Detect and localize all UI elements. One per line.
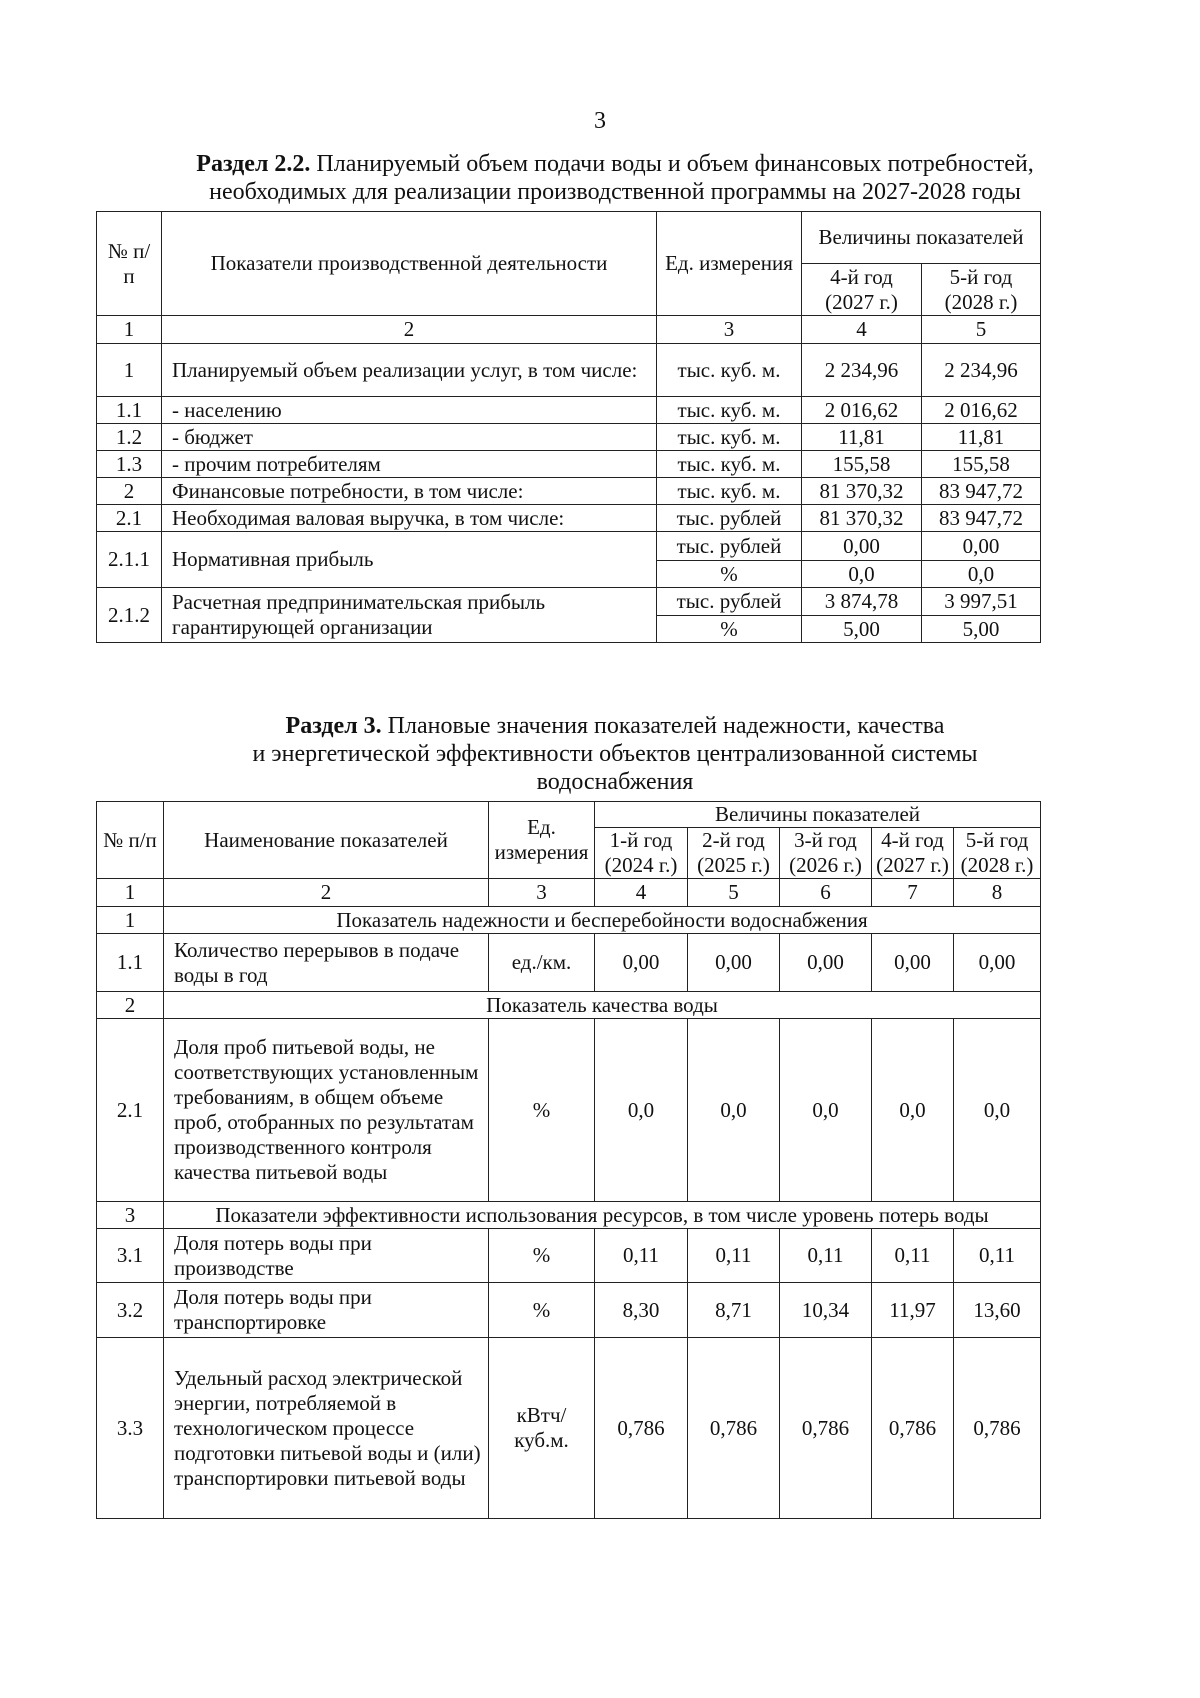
row-value-4: 2 016,62 bbox=[802, 397, 922, 424]
table-row bbox=[97, 478, 1041, 505]
row-name: - бюджет bbox=[162, 424, 657, 451]
row-num: 2.1 bbox=[97, 505, 162, 532]
header-indicator: Показатели производственной деятельности bbox=[162, 212, 657, 316]
row-value: 0,0 bbox=[780, 1019, 872, 1202]
row-unit: тыс. куб. м. bbox=[657, 451, 802, 478]
row-unit: % bbox=[657, 616, 802, 643]
row-value-5: 5,00 bbox=[922, 616, 1041, 643]
header-num: № п/п bbox=[97, 212, 162, 316]
row-name: Финансовые потребности, в том числе: bbox=[162, 478, 657, 505]
group-title: Показатель качества воды bbox=[164, 992, 1041, 1019]
row-value: 0,0 bbox=[954, 1019, 1041, 1202]
colnum: 4 bbox=[802, 316, 922, 344]
row-value-5: 83 947,72 bbox=[922, 478, 1041, 505]
row-name: Расчетная предпринимательская прибыль гарантирующей организации bbox=[162, 588, 657, 643]
row-value: 0,11 bbox=[780, 1229, 872, 1283]
row-value: 0,00 bbox=[688, 934, 780, 992]
row-value: 0,11 bbox=[688, 1229, 780, 1283]
header-year-2: 2-й год (2025 г.) bbox=[688, 828, 780, 879]
group-title: Показатель надежности и бесперебойности водоснабжения bbox=[164, 907, 1041, 934]
row-value: 0,00 bbox=[595, 934, 688, 992]
row-value: 0,00 bbox=[872, 934, 954, 992]
row-value: 0,0 bbox=[688, 1019, 780, 1202]
header-year-3: 3-й год (2026 г.) bbox=[780, 828, 872, 879]
row-name: Количество перерывов в подаче воды в год bbox=[164, 934, 489, 992]
group-num: 3 bbox=[97, 1202, 164, 1229]
page-number: 3 bbox=[594, 108, 606, 134]
row-value: 0,0 bbox=[595, 1019, 688, 1202]
row-unit: тыс. куб. м. bbox=[657, 344, 802, 397]
row-name: Доля проб питьевой воды, не соответствующих установленным требованиям, в общем объеме проб, отобранных по результатам производственного контроля качества питьевой воды bbox=[164, 1019, 489, 1202]
section-2-2-heading bbox=[95, 150, 1135, 206]
row-value: 0,786 bbox=[872, 1338, 954, 1519]
reliability-indicators-table bbox=[96, 801, 1041, 1519]
row-value-5: 3 997,51 bbox=[922, 588, 1041, 616]
row-unit: % bbox=[657, 561, 802, 588]
row-value: 0,786 bbox=[954, 1338, 1041, 1519]
row-value: 0,786 bbox=[780, 1338, 872, 1519]
row-num: 3.1 bbox=[97, 1229, 164, 1283]
table-row bbox=[97, 934, 1041, 992]
row-value: 0,786 bbox=[595, 1338, 688, 1519]
row-name: - прочим потребителям bbox=[162, 451, 657, 478]
row-value: 10,34 bbox=[780, 1283, 872, 1338]
production-program-table bbox=[96, 211, 1041, 643]
table-row bbox=[97, 1019, 1041, 1202]
row-value: 0,11 bbox=[595, 1229, 688, 1283]
row-num: 2.1.1 bbox=[97, 532, 162, 588]
row-num: 1.3 bbox=[97, 451, 162, 478]
row-value: 0,0 bbox=[872, 1019, 954, 1202]
row-unit: тыс. рублей bbox=[657, 532, 802, 561]
row-value-5: 83 947,72 bbox=[922, 505, 1041, 532]
section-2-2-title-line1: Планируемый объем подачи воды и объем финансовых потребностей, bbox=[316, 151, 1034, 177]
section-3-title-line3: водоснабжения bbox=[536, 769, 694, 795]
header-year-5: 5-й год (2028 г.) bbox=[954, 828, 1041, 879]
column-numbers-row bbox=[97, 316, 1041, 344]
colnum: 2 bbox=[162, 316, 657, 344]
colnum: 5 bbox=[688, 879, 780, 907]
group-row bbox=[97, 1202, 1041, 1229]
row-num: 1.2 bbox=[97, 424, 162, 451]
row-name: Удельный расход электрической энергии, потребляемой в технологическом процессе подготовки питьевой воды и (или) транспортировки питьевой воды bbox=[164, 1338, 489, 1519]
table-row bbox=[97, 505, 1041, 532]
section-2-2-label: Раздел 2.2. bbox=[196, 151, 311, 177]
table-row bbox=[97, 1283, 1041, 1338]
row-unit: тыс. куб. м. bbox=[657, 397, 802, 424]
row-num: 1.1 bbox=[97, 934, 164, 992]
header-values: Величины показателей bbox=[802, 212, 1041, 264]
row-value-5: 155,58 bbox=[922, 451, 1041, 478]
colnum: 4 bbox=[595, 879, 688, 907]
row-value: 0,11 bbox=[872, 1229, 954, 1283]
row-value: 8,71 bbox=[688, 1283, 780, 1338]
section-3-label: Раздел 3. bbox=[285, 713, 382, 739]
row-name: Доля потерь воды при транспортировке bbox=[164, 1283, 489, 1338]
row-value-4: 2 234,96 bbox=[802, 344, 922, 397]
row-name: Планируемый объем реализации услуг, в том числе: bbox=[162, 344, 657, 397]
table-row bbox=[97, 532, 1041, 561]
row-unit: % bbox=[489, 1283, 595, 1338]
row-unit: тыс. рублей bbox=[657, 588, 802, 616]
section-2-2-title-line2: необходимых для реализации производственной программы на 2027-2028 годы bbox=[209, 179, 1021, 205]
row-value: 0,786 bbox=[688, 1338, 780, 1519]
colnum: 6 bbox=[780, 879, 872, 907]
header-year-4: 4-й год (2027 г.) bbox=[802, 264, 922, 316]
table-row bbox=[97, 588, 1041, 616]
row-value-4: 5,00 bbox=[802, 616, 922, 643]
row-value-5: 2 234,96 bbox=[922, 344, 1041, 397]
row-num: 1 bbox=[97, 344, 162, 397]
colnum: 1 bbox=[97, 316, 162, 344]
table-row bbox=[97, 344, 1041, 397]
table-row bbox=[97, 1338, 1041, 1519]
row-value-4: 81 370,32 bbox=[802, 505, 922, 532]
group-title: Показатели эффективности использования ресурсов, в том числе уровень потерь воды bbox=[164, 1202, 1041, 1229]
header-year-5: 5-й год (2028 г.) bbox=[922, 264, 1041, 316]
table-row bbox=[97, 397, 1041, 424]
group-row bbox=[97, 992, 1041, 1019]
header-num: № п/п bbox=[97, 802, 164, 879]
colnum: 1 bbox=[97, 879, 164, 907]
table-row bbox=[97, 1229, 1041, 1283]
row-unit: % bbox=[489, 1229, 595, 1283]
row-value: 8,30 bbox=[595, 1283, 688, 1338]
row-name: Нормативная прибыль bbox=[162, 532, 657, 588]
row-value-4: 155,58 bbox=[802, 451, 922, 478]
row-value: 0,11 bbox=[954, 1229, 1041, 1283]
header-indicator: Наименование показателей bbox=[164, 802, 489, 879]
row-value: 13,60 bbox=[954, 1283, 1041, 1338]
row-unit: тыс. рублей bbox=[657, 505, 802, 532]
row-unit: тыс. куб. м. bbox=[657, 424, 802, 451]
group-num: 2 bbox=[97, 992, 164, 1019]
colnum: 3 bbox=[489, 879, 595, 907]
header-unit: Ед. измерения bbox=[657, 212, 802, 316]
row-value-4: 11,81 bbox=[802, 424, 922, 451]
row-num: 3.2 bbox=[97, 1283, 164, 1338]
row-num: 3.3 bbox=[97, 1338, 164, 1519]
row-value: 0,00 bbox=[954, 934, 1041, 992]
group-num: 1 bbox=[97, 907, 164, 934]
row-name: - населению bbox=[162, 397, 657, 424]
colnum: 5 bbox=[922, 316, 1041, 344]
row-value-4: 0,0 bbox=[802, 561, 922, 588]
row-value: 11,97 bbox=[872, 1283, 954, 1338]
row-unit: % bbox=[489, 1019, 595, 1202]
header-values: Величины показателей bbox=[595, 802, 1041, 828]
group-row bbox=[97, 907, 1041, 934]
row-value-5: 2 016,62 bbox=[922, 397, 1041, 424]
section-3-title-line1: Плановые значения показателей надежности, качества bbox=[387, 713, 945, 739]
row-value-5: 0,0 bbox=[922, 561, 1041, 588]
header-unit: Ед. измерения bbox=[489, 802, 595, 879]
row-unit: ед./км. bbox=[489, 934, 595, 992]
header-year-4: 4-й год (2027 г.) bbox=[872, 828, 954, 879]
row-value-4: 0,00 bbox=[802, 532, 922, 561]
table-row bbox=[97, 451, 1041, 478]
row-unit: тыс. куб. м. bbox=[657, 478, 802, 505]
header-year-1: 1-й год (2024 г.) bbox=[595, 828, 688, 879]
row-name: Доля потерь воды при производстве bbox=[164, 1229, 489, 1283]
row-unit: кВтч/куб.м. bbox=[489, 1338, 595, 1519]
row-value-5: 0,00 bbox=[922, 532, 1041, 561]
row-num: 2.1 bbox=[97, 1019, 164, 1202]
row-value-4: 3 874,78 bbox=[802, 588, 922, 616]
row-num: 2.1.2 bbox=[97, 588, 162, 643]
row-num: 2 bbox=[97, 478, 162, 505]
column-numbers-row bbox=[97, 879, 1041, 907]
colnum: 2 bbox=[164, 879, 489, 907]
row-num: 1.1 bbox=[97, 397, 162, 424]
row-value-5: 11,81 bbox=[922, 424, 1041, 451]
section-3-heading bbox=[95, 712, 1135, 796]
colnum: 7 bbox=[872, 879, 954, 907]
colnum: 8 bbox=[954, 879, 1041, 907]
table-row bbox=[97, 424, 1041, 451]
colnum: 3 bbox=[657, 316, 802, 344]
row-value: 0,00 bbox=[780, 934, 872, 992]
row-value-4: 81 370,32 bbox=[802, 478, 922, 505]
section-3-title-line2: и энергетической эффективности объектов централизованной системы bbox=[252, 741, 978, 767]
row-name: Необходимая валовая выручка, в том числе: bbox=[162, 505, 657, 532]
